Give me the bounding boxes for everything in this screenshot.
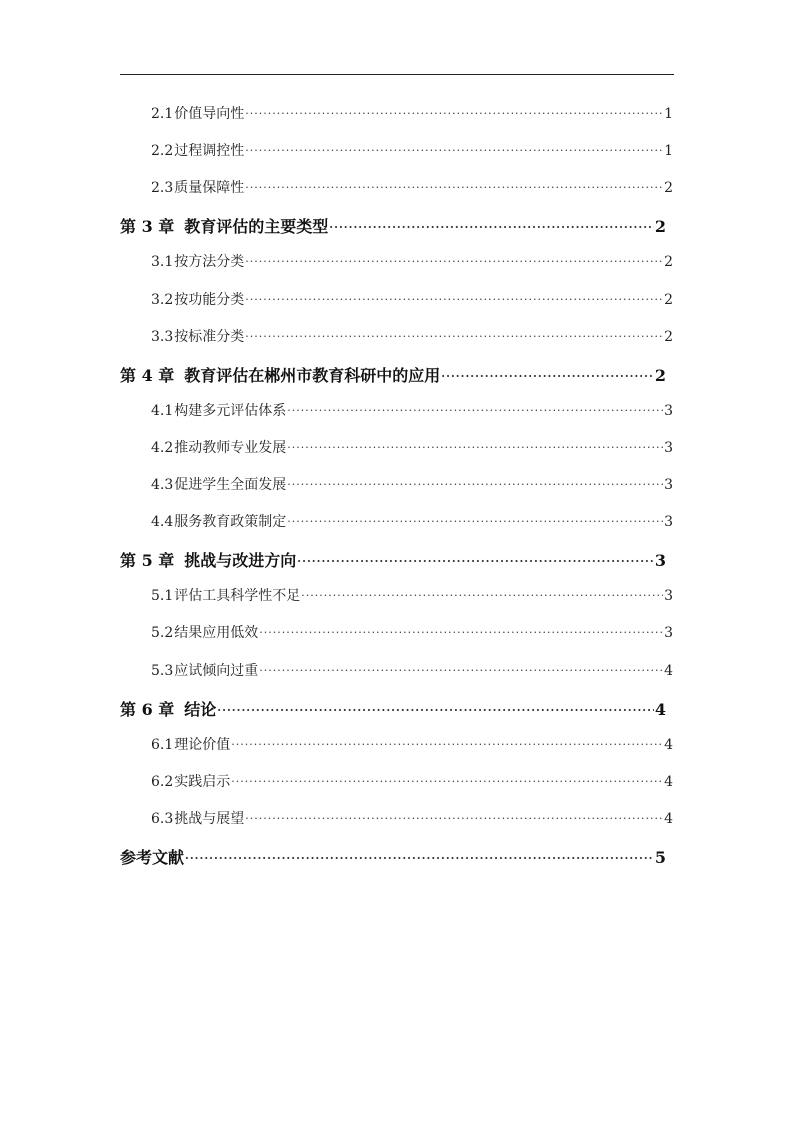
toc-entry-title: 构建多元评估体系	[174, 403, 287, 419]
toc-dot-leader	[245, 255, 663, 268]
toc-entry-title: 过程调控性	[174, 143, 245, 159]
toc-entry-number: 5.1	[151, 588, 174, 604]
toc-entry-title: 价值导向性	[174, 106, 245, 122]
toc-dot-leader	[287, 478, 663, 491]
toc-entry-page-number: 4	[664, 663, 673, 679]
toc-entry-page-number: 1	[664, 106, 673, 122]
toc-entry-page-number: 4	[664, 811, 673, 827]
toc-entry-page-number: 3	[654, 551, 666, 570]
toc-dot-leader	[287, 515, 663, 528]
toc-entry-number: 4.4	[151, 514, 174, 530]
toc-dot-leader	[245, 812, 663, 825]
toc-entry-page-number: 3	[664, 440, 673, 456]
toc-section-entry[interactable]	[151, 289, 673, 309]
toc-entry-title: 结果应用低效	[174, 625, 259, 641]
toc-entry-title: 应试倾向过重	[174, 663, 259, 679]
toc-chapter-entry[interactable]	[120, 845, 666, 868]
toc-entry-title: 挑战与改进方向	[184, 551, 297, 570]
toc-entry-title: 质量保障性	[174, 180, 245, 196]
toc-entry-page-number: 5	[654, 848, 666, 867]
toc-entry-title: 按功能分类	[174, 292, 245, 308]
toc-entry-number: 3.1	[151, 254, 174, 270]
toc-dot-leader	[329, 221, 654, 234]
toc-entry-title: 评估工具科学性不足	[174, 588, 301, 604]
toc-entry-page-number: 4	[664, 737, 673, 753]
toc-entry-number: 3.3	[151, 329, 174, 345]
toc-entry-number: 第 4 章	[120, 366, 175, 385]
toc-dot-leader	[297, 555, 654, 568]
toc-entry-title: 服务教育政策制定	[174, 514, 287, 530]
toc-dot-leader	[185, 852, 654, 865]
toc-entry-title: 参考文献	[120, 848, 185, 867]
toc-entry-title: 实践启示	[174, 774, 231, 790]
toc-entry-number: 6.3	[151, 811, 174, 827]
toc-entry-page-number: 2	[664, 180, 673, 196]
toc-chapter-entry[interactable]	[120, 214, 666, 237]
toc-entry-number: 5.2	[151, 625, 174, 641]
toc-dot-leader	[245, 107, 663, 120]
toc-section-entry[interactable]	[151, 251, 673, 271]
toc-dot-leader	[231, 738, 663, 751]
toc-dot-leader	[287, 441, 663, 454]
toc-section-entry[interactable]	[151, 326, 673, 346]
toc-section-entry[interactable]	[151, 474, 673, 494]
toc-chapter-entry[interactable]	[120, 548, 666, 571]
toc-section-entry[interactable]	[151, 771, 673, 791]
toc-section-entry[interactable]	[151, 437, 673, 457]
toc-chapter-entry[interactable]	[120, 363, 666, 386]
toc-dot-leader	[287, 404, 663, 417]
toc-entry-page-number: 2	[664, 329, 673, 345]
toc-dot-leader	[301, 589, 663, 602]
toc-entry-page-number: 3	[664, 403, 673, 419]
toc-entry-page-number: 2	[664, 292, 673, 308]
toc-entry-title: 按标准分类	[174, 329, 245, 345]
toc-section-entry[interactable]	[151, 177, 673, 197]
toc-entry-title: 结论	[184, 700, 217, 719]
toc-entry-page-number: 2	[654, 217, 666, 236]
toc-entry-title: 挑战与展望	[174, 811, 245, 827]
toc-section-entry[interactable]	[151, 622, 673, 642]
toc-dot-leader	[245, 293, 663, 306]
toc-dot-leader	[231, 775, 663, 788]
toc-entry-title: 教育评估在郴州市教育科研中的应用	[184, 366, 441, 385]
toc-entry-page-number: 1	[664, 143, 673, 159]
toc-chapter-entry[interactable]	[120, 697, 666, 720]
toc-dot-leader	[441, 370, 654, 383]
toc-entry-number: 第 6 章	[120, 700, 175, 719]
toc-section-entry[interactable]	[151, 511, 673, 531]
toc-entry-number: 4.3	[151, 477, 174, 493]
toc-entry-number: 第 3 章	[120, 217, 175, 236]
toc-entry-page-number: 4	[654, 700, 666, 719]
toc-entry-title: 推动教师专业发展	[174, 440, 287, 456]
toc-entry-number: 2.3	[151, 180, 174, 196]
toc-entry-title: 按方法分类	[174, 254, 245, 270]
toc-dot-leader	[245, 181, 663, 194]
toc-dot-leader	[217, 704, 654, 717]
toc-entry-page-number: 3	[664, 588, 673, 604]
toc-dot-leader	[245, 330, 663, 343]
toc-entry-page-number: 4	[664, 774, 673, 790]
toc-entry-page-number: 3	[664, 477, 673, 493]
toc-entry-title: 促进学生全面发展	[174, 477, 287, 493]
toc-section-entry[interactable]	[151, 660, 673, 680]
toc-section-entry[interactable]	[151, 140, 673, 160]
toc-entry-number: 2.1	[151, 106, 174, 122]
toc-entry-number: 5.3	[151, 663, 174, 679]
toc-section-entry[interactable]	[151, 103, 673, 123]
toc-section-entry[interactable]	[151, 585, 673, 605]
toc-entry-title: 理论价值	[174, 737, 231, 753]
toc-entry-number: 6.2	[151, 774, 174, 790]
toc-section-entry[interactable]	[151, 808, 673, 828]
toc-entry-page-number: 3	[664, 514, 673, 530]
toc-entry-number: 4.2	[151, 440, 174, 456]
toc-dot-leader	[245, 144, 663, 157]
toc-dot-leader	[259, 664, 663, 677]
toc-dot-leader	[259, 626, 663, 639]
toc-section-entry[interactable]	[151, 400, 673, 420]
toc-entry-page-number: 2	[654, 366, 666, 385]
toc-entry-number: 3.2	[151, 292, 174, 308]
toc-entry-page-number: 3	[664, 625, 673, 641]
toc-entry-number: 6.1	[151, 737, 174, 753]
toc-section-entry[interactable]	[151, 734, 673, 754]
toc-entry-page-number: 2	[664, 254, 673, 270]
toc-entry-number: 第 5 章	[120, 551, 175, 570]
toc-entry-number: 4.1	[151, 403, 174, 419]
toc-entry-title: 教育评估的主要类型	[184, 217, 329, 236]
toc-entry-number: 2.2	[151, 143, 174, 159]
